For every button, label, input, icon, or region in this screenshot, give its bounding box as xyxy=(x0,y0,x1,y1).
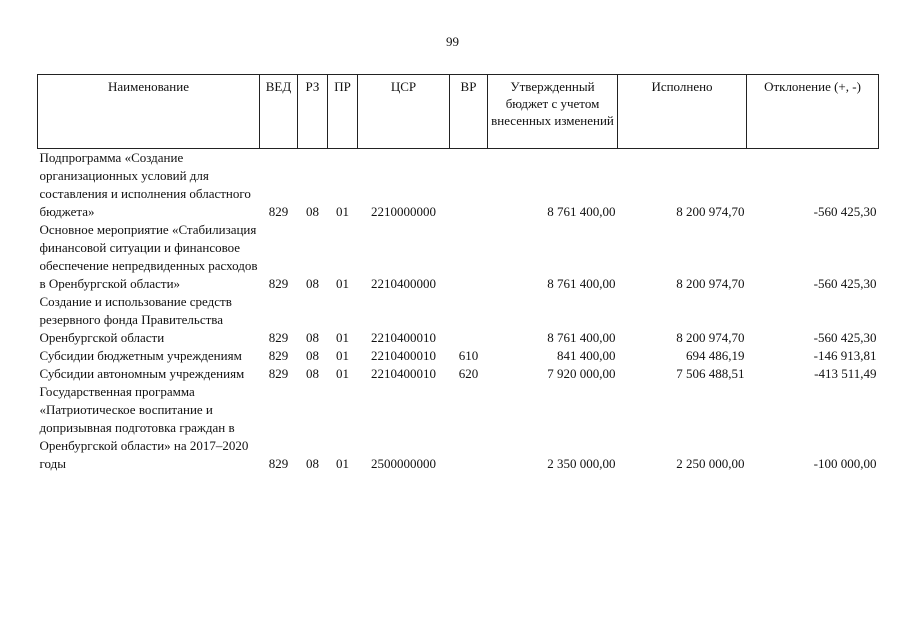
row-ved: 829 xyxy=(268,330,289,345)
row-ved: 829 xyxy=(268,276,289,291)
row-vr: 620 xyxy=(458,366,479,381)
row-approved: 7 920 000,00 xyxy=(547,366,616,381)
row-executed: 8 200 974,70 xyxy=(676,204,745,219)
row-vr xyxy=(450,149,488,222)
row-executed: 694 486,19 xyxy=(686,348,745,363)
row-vr xyxy=(450,221,488,293)
row-pr: 01 xyxy=(336,348,349,363)
row-name: Основное мероприятие «Стабилизация финансовой ситуации и финансовое обеспечение непредвиденных расходов в Оренбургской области» xyxy=(39,222,258,291)
header-rz: РЗ xyxy=(298,75,328,149)
row-name: Подпрограмма «Создание организационных условий для составления и исполнения областного бюджета» xyxy=(39,150,251,219)
row-vr xyxy=(450,383,488,473)
row-pr: 01 xyxy=(336,456,349,471)
header-ved: ВЕД xyxy=(260,75,298,149)
table-row xyxy=(38,221,879,293)
header-approved: Утвержденный бюджет с учетом внесенных изменений xyxy=(488,75,618,149)
row-vr xyxy=(450,293,488,347)
row-approved: 8 761 400,00 xyxy=(547,204,616,219)
row-pr: 01 xyxy=(336,366,349,381)
table-row xyxy=(38,149,879,222)
table-row xyxy=(38,383,879,473)
header-name: Наименование xyxy=(38,75,260,149)
row-rz: 08 xyxy=(306,330,319,345)
row-pr: 01 xyxy=(336,276,349,291)
row-name: Создание и использование средств резервного фонда Правительства Оренбургской области xyxy=(39,294,232,345)
row-csr: 2210400010 xyxy=(371,366,436,381)
header-pr: ПР xyxy=(328,75,358,149)
row-executed: 2 250 000,00 xyxy=(676,456,745,471)
row-csr: 2500000000 xyxy=(371,456,436,471)
row-deviation: -413 511,49 xyxy=(814,366,877,381)
row-pr: 01 xyxy=(336,204,349,219)
row-csr: 2210400010 xyxy=(371,330,436,345)
row-approved: 841 400,00 xyxy=(557,348,616,363)
row-csr: 2210400000 xyxy=(371,276,436,291)
row-rz: 08 xyxy=(306,204,319,219)
row-deviation: -560 425,30 xyxy=(813,330,877,345)
row-deviation: -146 913,81 xyxy=(813,348,877,363)
row-csr: 2210000000 xyxy=(371,204,436,219)
row-rz: 08 xyxy=(306,456,319,471)
table-row xyxy=(38,365,879,383)
table-header-row xyxy=(38,75,879,149)
row-pr: 01 xyxy=(336,330,349,345)
header-executed: Исполнено xyxy=(618,75,747,149)
row-name: Субсидии бюджетным учреждениям xyxy=(39,348,242,363)
row-ved: 829 xyxy=(268,348,289,363)
page-number: 99 xyxy=(446,34,459,49)
row-executed: 7 506 488,51 xyxy=(676,366,745,381)
row-executed: 8 200 974,70 xyxy=(676,330,745,345)
row-vr: 610 xyxy=(458,348,479,363)
header-csr: ЦСР xyxy=(358,75,450,149)
table-row xyxy=(38,293,879,347)
row-approved: 8 761 400,00 xyxy=(547,330,616,345)
row-executed: 8 200 974,70 xyxy=(676,276,745,291)
header-vr: ВР xyxy=(450,75,488,149)
row-approved: 8 761 400,00 xyxy=(547,276,616,291)
row-name: Государственная программа «Патриотическое воспитание и допризывная подготовка граждан в Оренбургской области» на 2017–2020 годы xyxy=(39,384,249,471)
row-name: Субсидии автономным учреждениям xyxy=(39,366,245,381)
row-approved: 2 350 000,00 xyxy=(547,456,616,471)
row-ved: 829 xyxy=(268,204,289,219)
budget-table xyxy=(37,74,879,473)
row-rz: 08 xyxy=(306,366,319,381)
row-rz: 08 xyxy=(306,348,319,363)
header-deviation: Отклонение (+, -) xyxy=(747,75,879,149)
row-deviation: -100 000,00 xyxy=(813,456,877,471)
row-ved: 829 xyxy=(268,366,289,381)
row-deviation: -560 425,30 xyxy=(813,204,877,219)
table-row xyxy=(38,347,879,365)
row-ved: 829 xyxy=(268,456,289,471)
row-csr: 2210400010 xyxy=(371,348,436,363)
row-deviation: -560 425,30 xyxy=(813,276,877,291)
row-rz: 08 xyxy=(306,276,319,291)
